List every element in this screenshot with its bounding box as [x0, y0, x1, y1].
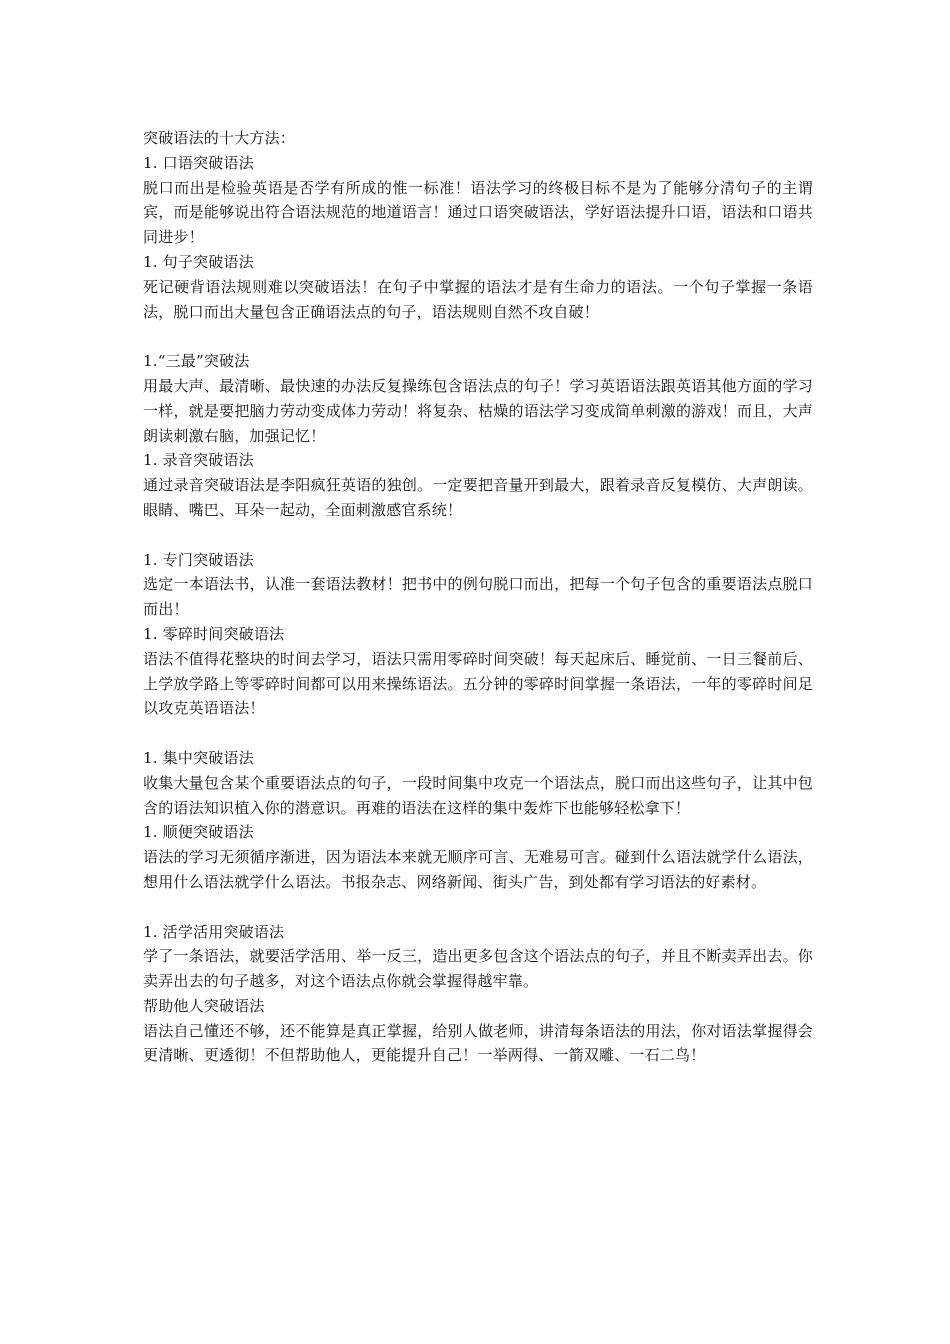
section-body: 脱口而出是检验英语是否学有所成的惟一标准！语法学习的终极目标不是为了能够分清句子的主谓宾，而是能够说出符合语法规范的地道语言！通过口语突破语法，学好语法提升口语，语法和口语共同进步！ — [143, 178, 813, 247]
section-body: 语法的学习无须循序渐进，因为语法本来就无顺序可言、无难易可言。碰到什么语法就学什么语法，想用什么语法就学什么语法。书报杂志、网络新闻、街头广告，到处都有学习语法的好素材。 — [143, 848, 813, 891]
section-body: 用最大声、最清晰、最快速的办法反复操练包含语法点的句子！学习英语语法跟英语其他方面的学习一样，就是要把脑力劳动变成体力劳动！将复杂、枯燥的语法学习变成简单刺激的游戏！而且，大声朗读刺激右脑，加强记忆！ — [143, 376, 813, 445]
section-body: 通过录音突破语法是李阳疯狂英语的独创。一定要把音量开到最大，跟着录音反复模仿、大声朗读。眼睛、嘴巴、耳朵一起动，全面刺激感官系统！ — [143, 476, 813, 519]
document-title: 突破语法的十大方法： — [143, 129, 296, 147]
section-body: 收集大量包含某个重要语法点的句子，一段时间集中攻克一个语法点，脱口而出这些句子，让其中包含的语法知识植入你的潜意识。再难的语法在这样的集中轰炸下也能够轻松拿下！ — [143, 773, 813, 817]
document-page — [143, 126, 813, 1068]
blank-line — [143, 721, 813, 746]
section-body: 语法不值得花整块的时间去学习，语法只需用零碎时间突破！每天起床后、睡觉前、一日三餐前后、上学放学路上等零碎时间都可以用来操练语法。五分钟的零碎时间掌握一条语法，一年的零碎时间足以攻克英语语法！ — [143, 649, 813, 718]
section-heading: 1. 句子突破语法 — [143, 252, 254, 271]
section-heading: 1. 顺便突破语法 — [143, 823, 254, 842]
section-heading: 1. 零碎时间突破语法 — [143, 624, 285, 643]
section-heading: 帮助他人突破语法 — [143, 996, 265, 1015]
section-body: 语法自己懂还不够，还不能算是真正掌握，给别人做老师，讲清每条语法的用法，你对语法掌握得会更清晰、更透彻！不但帮助他人，更能提升自己！一举两得、一箭双雕、一石二鸟！ — [143, 1021, 813, 1065]
section-body: 选定一本语法书，认准一套语法教材！把书中的例句脱口而出，把每一个句子包含的重要语法点脱口而出！ — [143, 575, 813, 619]
section-body: 学了一条语法，就要活学活用、举一反三，造出更多包含这个语法点的句子，并且不断卖弄出去。你卖弄出去的句子越多，对这个语法点你就会掌握得越牢靠。 — [143, 947, 813, 991]
section-heading: 1. 集中突破语法 — [143, 748, 254, 767]
section-heading: 1. 录音突破语法 — [143, 451, 254, 470]
blank-line — [143, 895, 813, 920]
section-heading: 1. 活学活用突破语法 — [143, 922, 285, 941]
blank-line — [143, 324, 813, 349]
section-heading: 1.“三最”突破法 — [143, 352, 250, 371]
section-heading: 1. 专门突破语法 — [143, 550, 254, 569]
blank-line — [143, 523, 813, 548]
section-heading: 1. 口语突破语法 — [143, 153, 254, 172]
section-body: 死记硬背语法规则难以突破语法！在句子中掌握的语法才是有生命力的语法。一个句子掌握一条语法，脱口而出大量包含正确语法点的句子，语法规则自然不攻自破！ — [143, 277, 813, 321]
